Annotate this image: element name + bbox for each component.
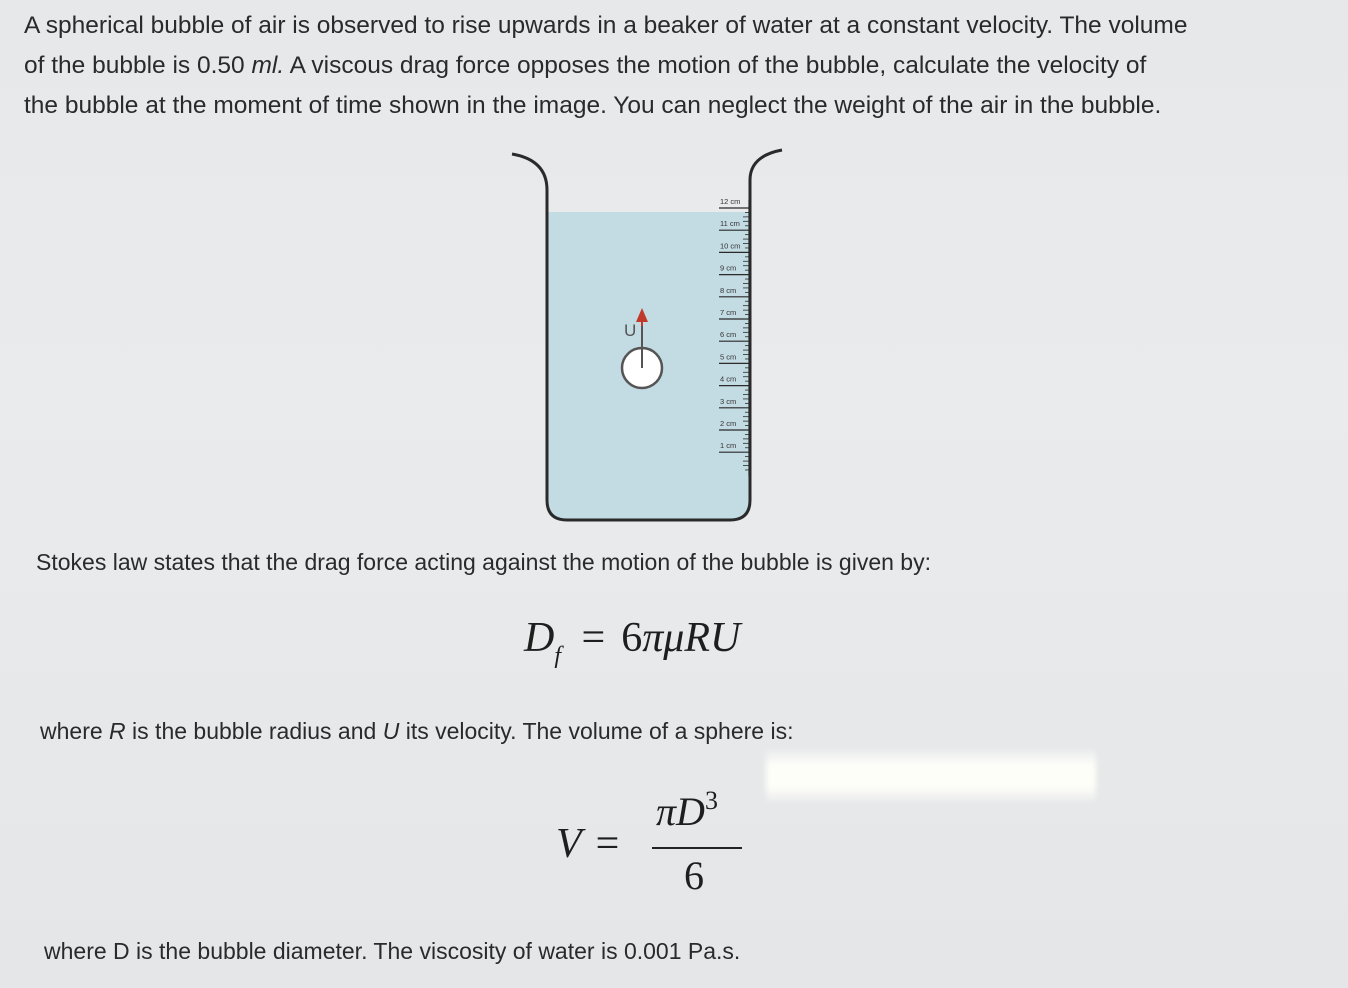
sphere-intro-post: its velocity. The volume of a sphere is: xyxy=(399,718,794,744)
beaker-figure xyxy=(500,140,800,530)
sphere-intro-pre: where xyxy=(40,718,110,744)
viscosity-line: where D is the bubble diameter. The viscosity of water is 0.001 Pa.s. xyxy=(44,938,741,964)
velocity-symbol: U xyxy=(382,718,400,744)
drag-lhs: D xyxy=(524,615,555,661)
ruler-label: 8 cm xyxy=(720,285,737,295)
drag-rhs-num: 6 xyxy=(621,615,643,661)
sphere-intro-mid: is the bubble radius and xyxy=(125,718,383,744)
sphere-volume-formula xyxy=(556,786,756,896)
ruler-label: 6 cm xyxy=(720,330,737,340)
volume-symbol: V xyxy=(556,821,582,867)
problem-line-2-post: A viscous drag force opposes the motion of the bubble, calculate the velocity of xyxy=(284,52,1147,79)
volume-num-exp: 3 xyxy=(704,786,718,815)
problem-line-1: A spherical bubble of air is observed to rise upwards in a beaker of water at a constant velocity. The volume xyxy=(24,12,1188,39)
volume-equals: = xyxy=(595,821,620,867)
radius-symbol: R xyxy=(109,718,126,744)
ruler-label: 10 cm xyxy=(720,241,741,251)
problem-statement xyxy=(24,6,1284,126)
problem-line-2-pre: of the bubble is 0.50 xyxy=(24,52,252,79)
drag-force-formula xyxy=(524,614,740,670)
volume-num-sym: πD xyxy=(656,789,705,834)
problem-line-2 xyxy=(24,46,1284,86)
ruler-label: 3 cm xyxy=(720,396,737,406)
ruler-label: 11 cm xyxy=(720,219,740,229)
stokes-intro: Stokes law states that the drag force acting against the motion of the bubble is given by: xyxy=(36,549,931,575)
ruler-label: 7 cm xyxy=(720,308,737,317)
fraction-bar xyxy=(652,847,742,849)
ruler-label: 2 cm xyxy=(720,419,737,428)
ruler-label: 5 cm xyxy=(720,352,737,362)
ruler-label: 12 cm xyxy=(720,197,741,206)
problem-line-3: the bubble at the moment of time shown in the image. You can neglect the weight of the air in the bubble. xyxy=(24,92,1162,119)
ruler-label: 4 cm xyxy=(720,374,737,384)
ruler-label: 1 cm xyxy=(720,441,737,451)
sphere-intro xyxy=(40,718,793,745)
screen-glare xyxy=(766,750,1096,802)
volume-denominator: 6 xyxy=(684,853,704,898)
volume-lhs xyxy=(556,820,619,868)
ruler-label: 9 cm xyxy=(720,263,737,273)
drag-rhs-sym: πμRU xyxy=(642,615,741,661)
volume-unit: ml. xyxy=(251,52,285,79)
drag-lhs-sub: f xyxy=(554,643,562,669)
drag-equals: = xyxy=(581,615,606,661)
volume-numerator xyxy=(656,786,718,835)
velocity-label: U xyxy=(624,321,637,340)
